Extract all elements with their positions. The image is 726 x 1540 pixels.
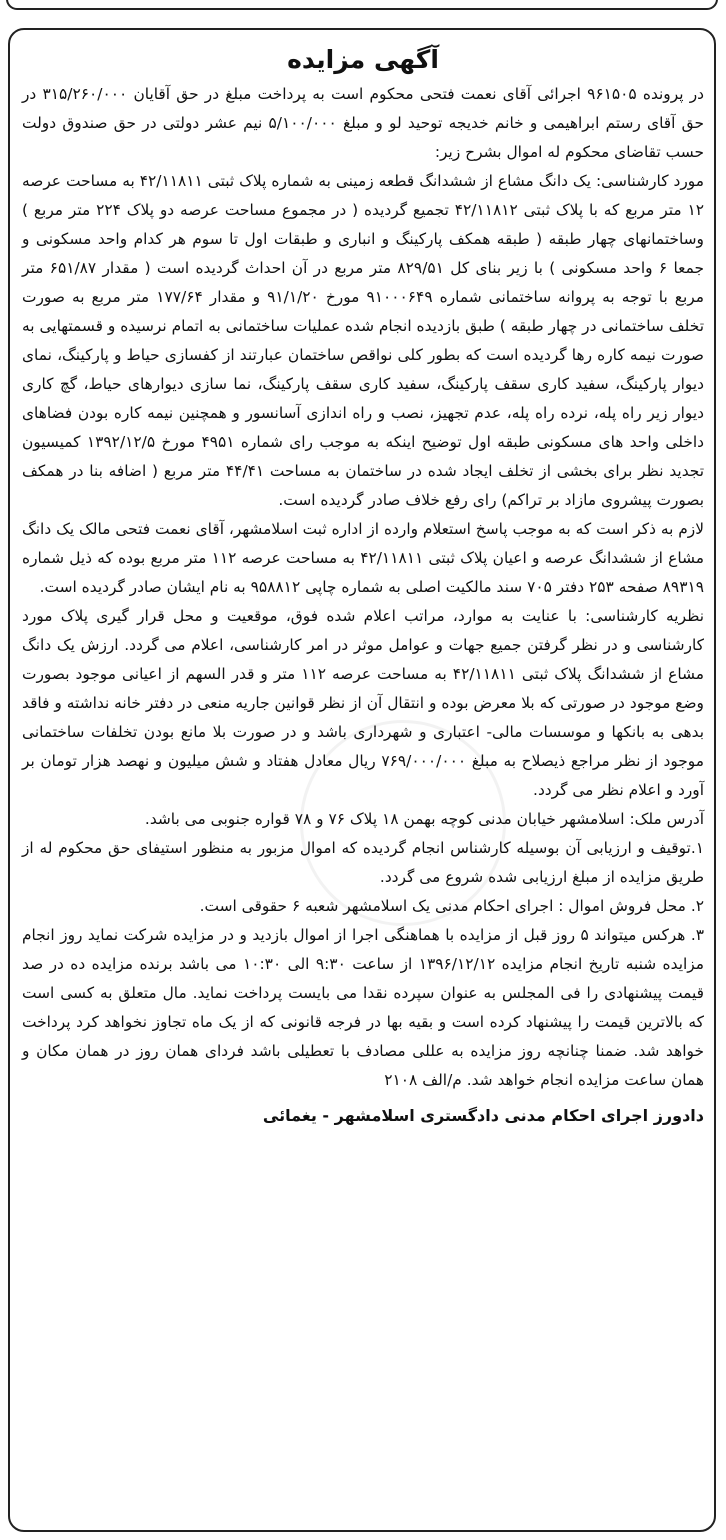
expert-opinion-paragraph: نظریه کارشناسی: با عنایت به موارد، مراتب اعلام شده فوق، موقعیت و محل قرار گیری پلاک مورد کارشناسی و در نظر گرفتن جمیع جهات و عوامل موثر در امر کارشناسی، اعلام می گردد. ارزش یک دانگ مشاع از ششدانگ پلاک ثبتی ۴۲/۱۱۸۱۱ به مساحت عرصه ۱۱۲ متر و قدر السهم از اعیانی موجود بصورت وضع موجود در صورتی که بلا معرض بوده و انتقال آن از نظر قوانین جاریه منعی در دفتر خانه نداشته و فاقد بدهی به بانکها و موسسات مالی- اعتباری و شهرداری باشد و در صورت بلا مانع بودن تخلفات ساختمانی موجود از نظر مراجع ذیصلاح به مبلغ ۷۶۹/۰۰۰/۰۰۰ ریال معادل هفتاد و شش میلیون و نهصد هزار تومان بر آورد و اعلام نظر می گردد. (22, 607, 705, 799)
notice-title: آگهی مزایده (287, 45, 439, 74)
auction-notice (14, 32, 712, 1526)
property-address-paragraph: آدرس ملک: اسلامشهر خیابان مدنی کوچه بهمن ۱۸ پلاک ۷۶ و ۷۸ قواره جنوبی می باشد. (144, 810, 704, 828)
condition-2-paragraph: ۲. محل فروش اموال : اجرای احکام مدنی یک اسلامشهر شعبه ۶ حقوقی است. (199, 897, 704, 915)
condition-1-paragraph: ۱.توقیف و ارزیابی آن بوسیله کارشناس انجام گردیده که اموال مزبور به منظور استیفای حق محکوم له از طریق مزایده از مبلغ ارزیابی شده شروع می گردد. (22, 839, 704, 886)
signature: دادورز اجرای احکام مدنی دادگستری اسلامشهر - یغمائی (262, 1106, 704, 1125)
condition-3-paragraph: ۳. هرکس میتواند ۵ روز قبل از مزایده با هماهنگی اجرا از اموال بازدید و در مزایده شرکت نماید روز انجام مزایده شنبه تاریخ انجام مزایده ۱۳۹۶/۱۲/۱۲ از ساعت ۹:۳۰ الی ۱۰:۳۰ می باشد برنده مزایده ده در صد قیمت پیشنهادی را فی المجلس به عنوان سپرده نقدا می بایست پرداخت نماید. مال متعلق به کسی است که بالاترین قیمت را پیشنهاد کرده است و بقیه بها در فرجه قانونی که از یک ماه تجاوز نخواهد کرد پرداخت خواهد شد. ضمنا چنانچه روز مزایده به عللی مصادف با تعطیلی باشد فردای همان روز در همان مکان و همان ساعت مزایده انجام خواهد شد. م/الف ۲۱۰۸ (22, 926, 705, 1089)
intro-paragraph: در پرونده ۹۶۱۵۰۵ اجرائی آقای نعمت فتحی محکوم است به پرداخت مبلغ در حق آقایان ۳۱۵/۲۶۰/۰۰۰ در حق آقای رستم ابراهیمی و خانم خدیجه توحید لو و مبلغ ۵/۱۰۰/۰۰۰ نیم عشر دولتی در حق صندوق دولت حسب تقاضای محکوم له اموال بشرح زیر: (22, 85, 704, 161)
appraisal-subject-paragraph: مورد کارشناسی: یک دانگ مشاع از ششدانگ قطعه زمینی به شماره پلاک ثبتی ۴۲/۱۱۸۱۱ به مساحت عرصه ۱۲ متر مربع که با پلاک ثبتی ۴۲/۱۱۸۱۲ تجمیع گردیده ( در مجموع مساحت عرصه دو پلاک ۲۲۴ متر مربع ) وساختمانهای چهار طبقه ( طبقه همکف پارکینگ و انباری و طبقات اول تا سوم هر کدام واحد مسکونی و جمعا ۶ واحد مسکونی ) با زیر بنای کل ۸۲۹/۵۱ متر مربع در آن احداث گردیده است ( مقدار ۶۵۱/۸۷ متر مربع با توجه به پروانه ساختمانی شماره ۹۱۰۰۰۶۴۹ مورخ ۹۱/۱/۲۰ و مقدار ۱۷۷/۶۴ متر مربع به صورت تخلف ساختمانی در چهار طبقه ) طبق بازدیده انجام شده عملیات ساختمانی به اتمام نرسیده و قسمتهایی به صورت نیمه کاره رها گردیده است که بطور کلی نواقص ساختمان عبارتند از کفسازی حیاط و پارکینگ، نمای دیوار پارکینگ، سفید کاری سقف پارکینگ، سفید کاری سقف پارکینگ، نما سازی دیوارهای حیاط، گچ کاری دیوار زیر راه پله، نرده راه پله، عدم تجهیز، نصب و راه اندازی آسانسور و همچنین نیمه کاره بودن فضاهای داخلی واحد های مسکونی طبقه اول توضیح اینکه به موجب رای شماره ۴۹۵۱ مورخ ۱۳۹۲/۱۲/۵ کمیسیون تجدید نظر برای بخشی از تخلف ایجاد شده در ساختمان به مساحت ۴۴/۴۱ متر مربع ( اضافه بنا در همکف بصورت پیشروی مازاد بر تراکم) رای رفع خلاف صادر گردیده است. (22, 172, 705, 509)
previous-notice-frame (6, 0, 718, 10)
ownership-paragraph: لازم به ذکر است که به موجب پاسخ استعلام وارده از اداره ثبت اسلامشهر، آقای نعمت فتحی مالک یک دانگ مشاع از ششدانگ عرصه و اعیان پلاک ثبتی ۴۲/۱۱۸۱۱ به مساحت عرصه ۱۱۲ متر مربع بوده که ذیل شماره ۸۹۳۱۹ صفحه ۲۵۳ دفتر ۷۰۵ سند مالکیت اصلی به شماره چاپی ۹۵۸۸۱۲ به نام ایشان صادر گردیده است. (22, 520, 704, 596)
